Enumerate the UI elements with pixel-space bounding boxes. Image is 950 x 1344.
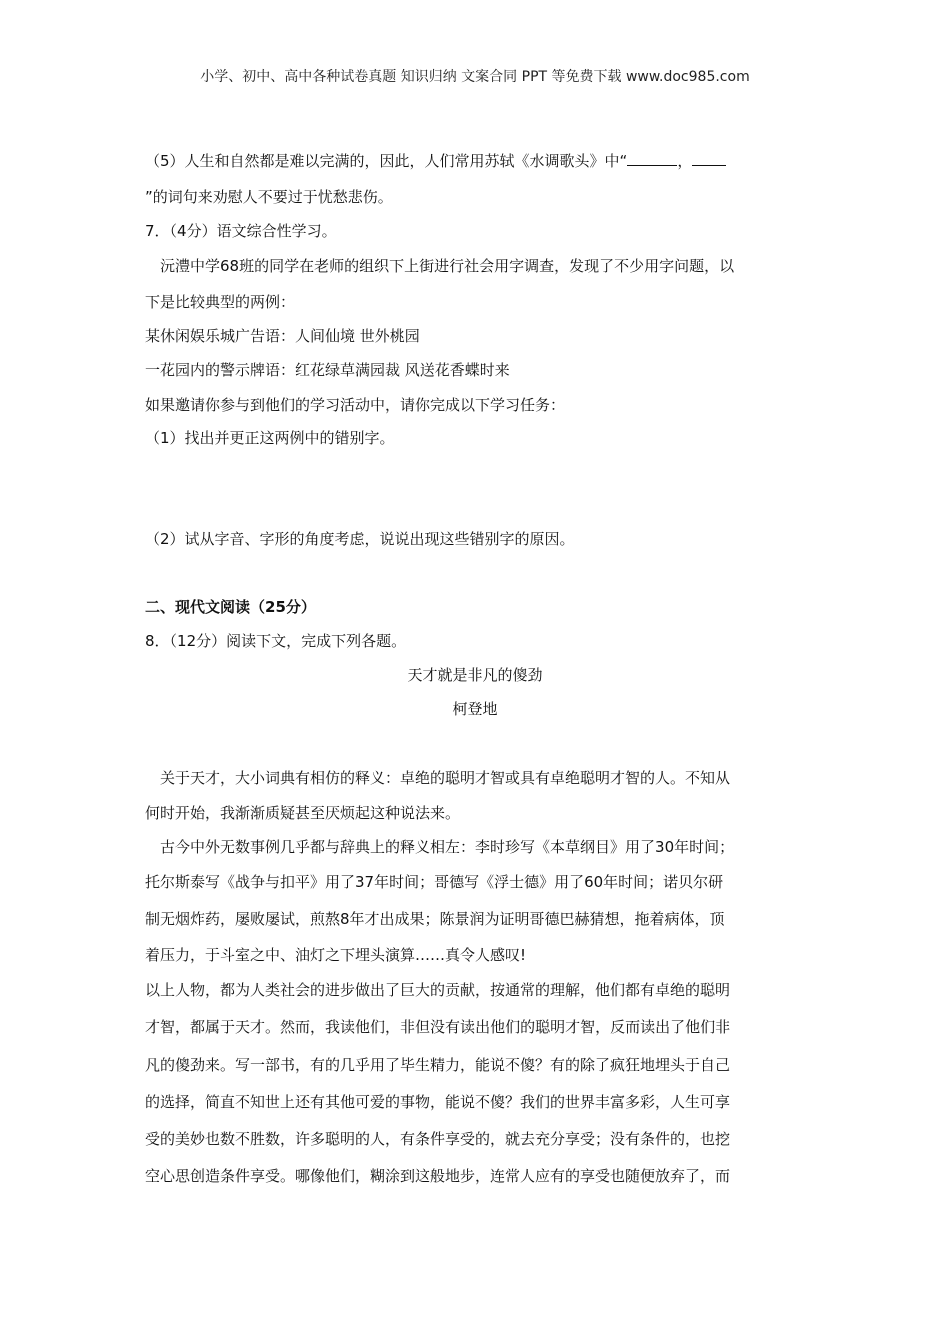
q7-example-2: 一花园内的警示牌语：红花绿草满园裁 风送花香蝶时来 (145, 361, 510, 379)
section-2-heading: 二、现代文阅读（25分） (145, 598, 316, 616)
paragraph-1-line-1: 关于天才，大小词典有相仿的释义：卓绝的聪明才智或具有卓绝聪明才智的人。不知从 (160, 769, 731, 787)
dotted-char: 读 (640, 1018, 656, 1036)
q5-text-before: （5）人生和自然都是难以完满的，因此，人们常用苏轼《水调歌头》中“ (145, 152, 628, 170)
q7-example-1: 某休闲娱乐城广告语：人间仙境 世外桃园 (145, 327, 420, 345)
dotted-char: 左 (445, 838, 461, 856)
q7-subquestion-2: （2）试从字音、字形的角度考虑，说说出现这些错别字的原因。 (145, 530, 575, 548)
p3-text: 才智，都属于天才。然而，我 (145, 1018, 341, 1036)
q7-subquestion-1: （1）找出并更正这两例中的错别字。 (145, 429, 395, 447)
dotted-char: 相 (430, 838, 446, 856)
paragraph-3-line-1: 以上人物，都为人类社会的进步做出了巨大的贡献，按通常的理解，他们都有卓绝的聪明 (145, 981, 731, 999)
paragraph-3-line-4: 的选择，简直不知世上还有其他可爱的事物，能说不傻？我们的世界丰富多彩，人生可享 (145, 1093, 731, 1111)
p3-text: 出了他们非 (655, 1018, 731, 1036)
paragraph-3-line-2 (145, 1016, 810, 1037)
q5-text-after: ”的词句来劝慰人不要过于忧愁悲伤。 (145, 188, 393, 206)
q5-comma: ， (677, 152, 693, 170)
paragraph-2-line-2: 托尔斯泰写《战争与扣平》用了37年时间；哥德写《浮士德》用了60年时间；诺贝尔研 (145, 873, 724, 891)
answer-blank-1[interactable] (627, 151, 677, 166)
page-header: 小学、初中、高中各种试卷真题 知识归纳 文案合同 PPT 等免费下载 www.doc985.com (200, 69, 750, 85)
question-8-title: 8．（12分）阅读下文，完成下列各题。 (145, 632, 407, 650)
question-7-title: 7．（4分）语文综合性学习。 (145, 222, 337, 240)
p2-text: ：李时珍写《本草纲目》用了30年时间； (460, 838, 735, 856)
dotted-char: 读 (460, 1018, 476, 1036)
paragraph-1-line-2: 何时开始，我渐渐质疑甚至厌烦起这种说法来。 (145, 804, 461, 822)
paragraph-3-line-3: 凡的傻劲来。写一部书，有的几乎用了毕生精力，能说不傻？有的除了疯狂地埋头于自己 (145, 1056, 731, 1074)
q7-intro-line-1: 沅澧中学68班的同学在老师的组织下上街进行社会用字调查，发现了不少用字问题，以 (160, 257, 735, 275)
paragraph-3-line-6: 空心思创造条件享受。哪像他们，糊涂到这般地步，连常人应有的享受也随便放弃了，而 (145, 1167, 731, 1185)
dotted-char: 读 (340, 1018, 356, 1036)
answer-blank-2[interactable] (692, 151, 726, 166)
p3-text: 他们，非但没有 (355, 1018, 461, 1036)
q7-task: 如果邀请你参与到他们的学习活动中，请你完成以下学习任务： (145, 396, 566, 414)
article-title: 天才就是非凡的傻劲 (407, 666, 543, 684)
p3-text: 出他们的聪明才智，反而 (475, 1018, 641, 1036)
p2-text: 古今中外无数事例几乎都与辞典上的释义 (160, 838, 431, 856)
q7-intro-line-2: 下是比较典型的两例： (145, 293, 296, 311)
paragraph-2-line-4: 着压力，于斗室之中、油灯之下埋头演算……真令人感叹! (145, 946, 527, 964)
paragraph-2-line-1 (160, 836, 810, 857)
question-5 (145, 150, 810, 171)
paragraph-3-line-5: 受的美妙也数不胜数，许多聪明的人，有条件享受的，就去充分享受；没有条件的，也挖 (145, 1130, 731, 1148)
article-author: 柯登地 (452, 700, 498, 718)
paragraph-2-line-3: 制无烟炸药，屡败屡试，煎熬8年才出成果；陈景润为证明哥德巴赫猜想，拖着病体，顶 (145, 910, 725, 928)
